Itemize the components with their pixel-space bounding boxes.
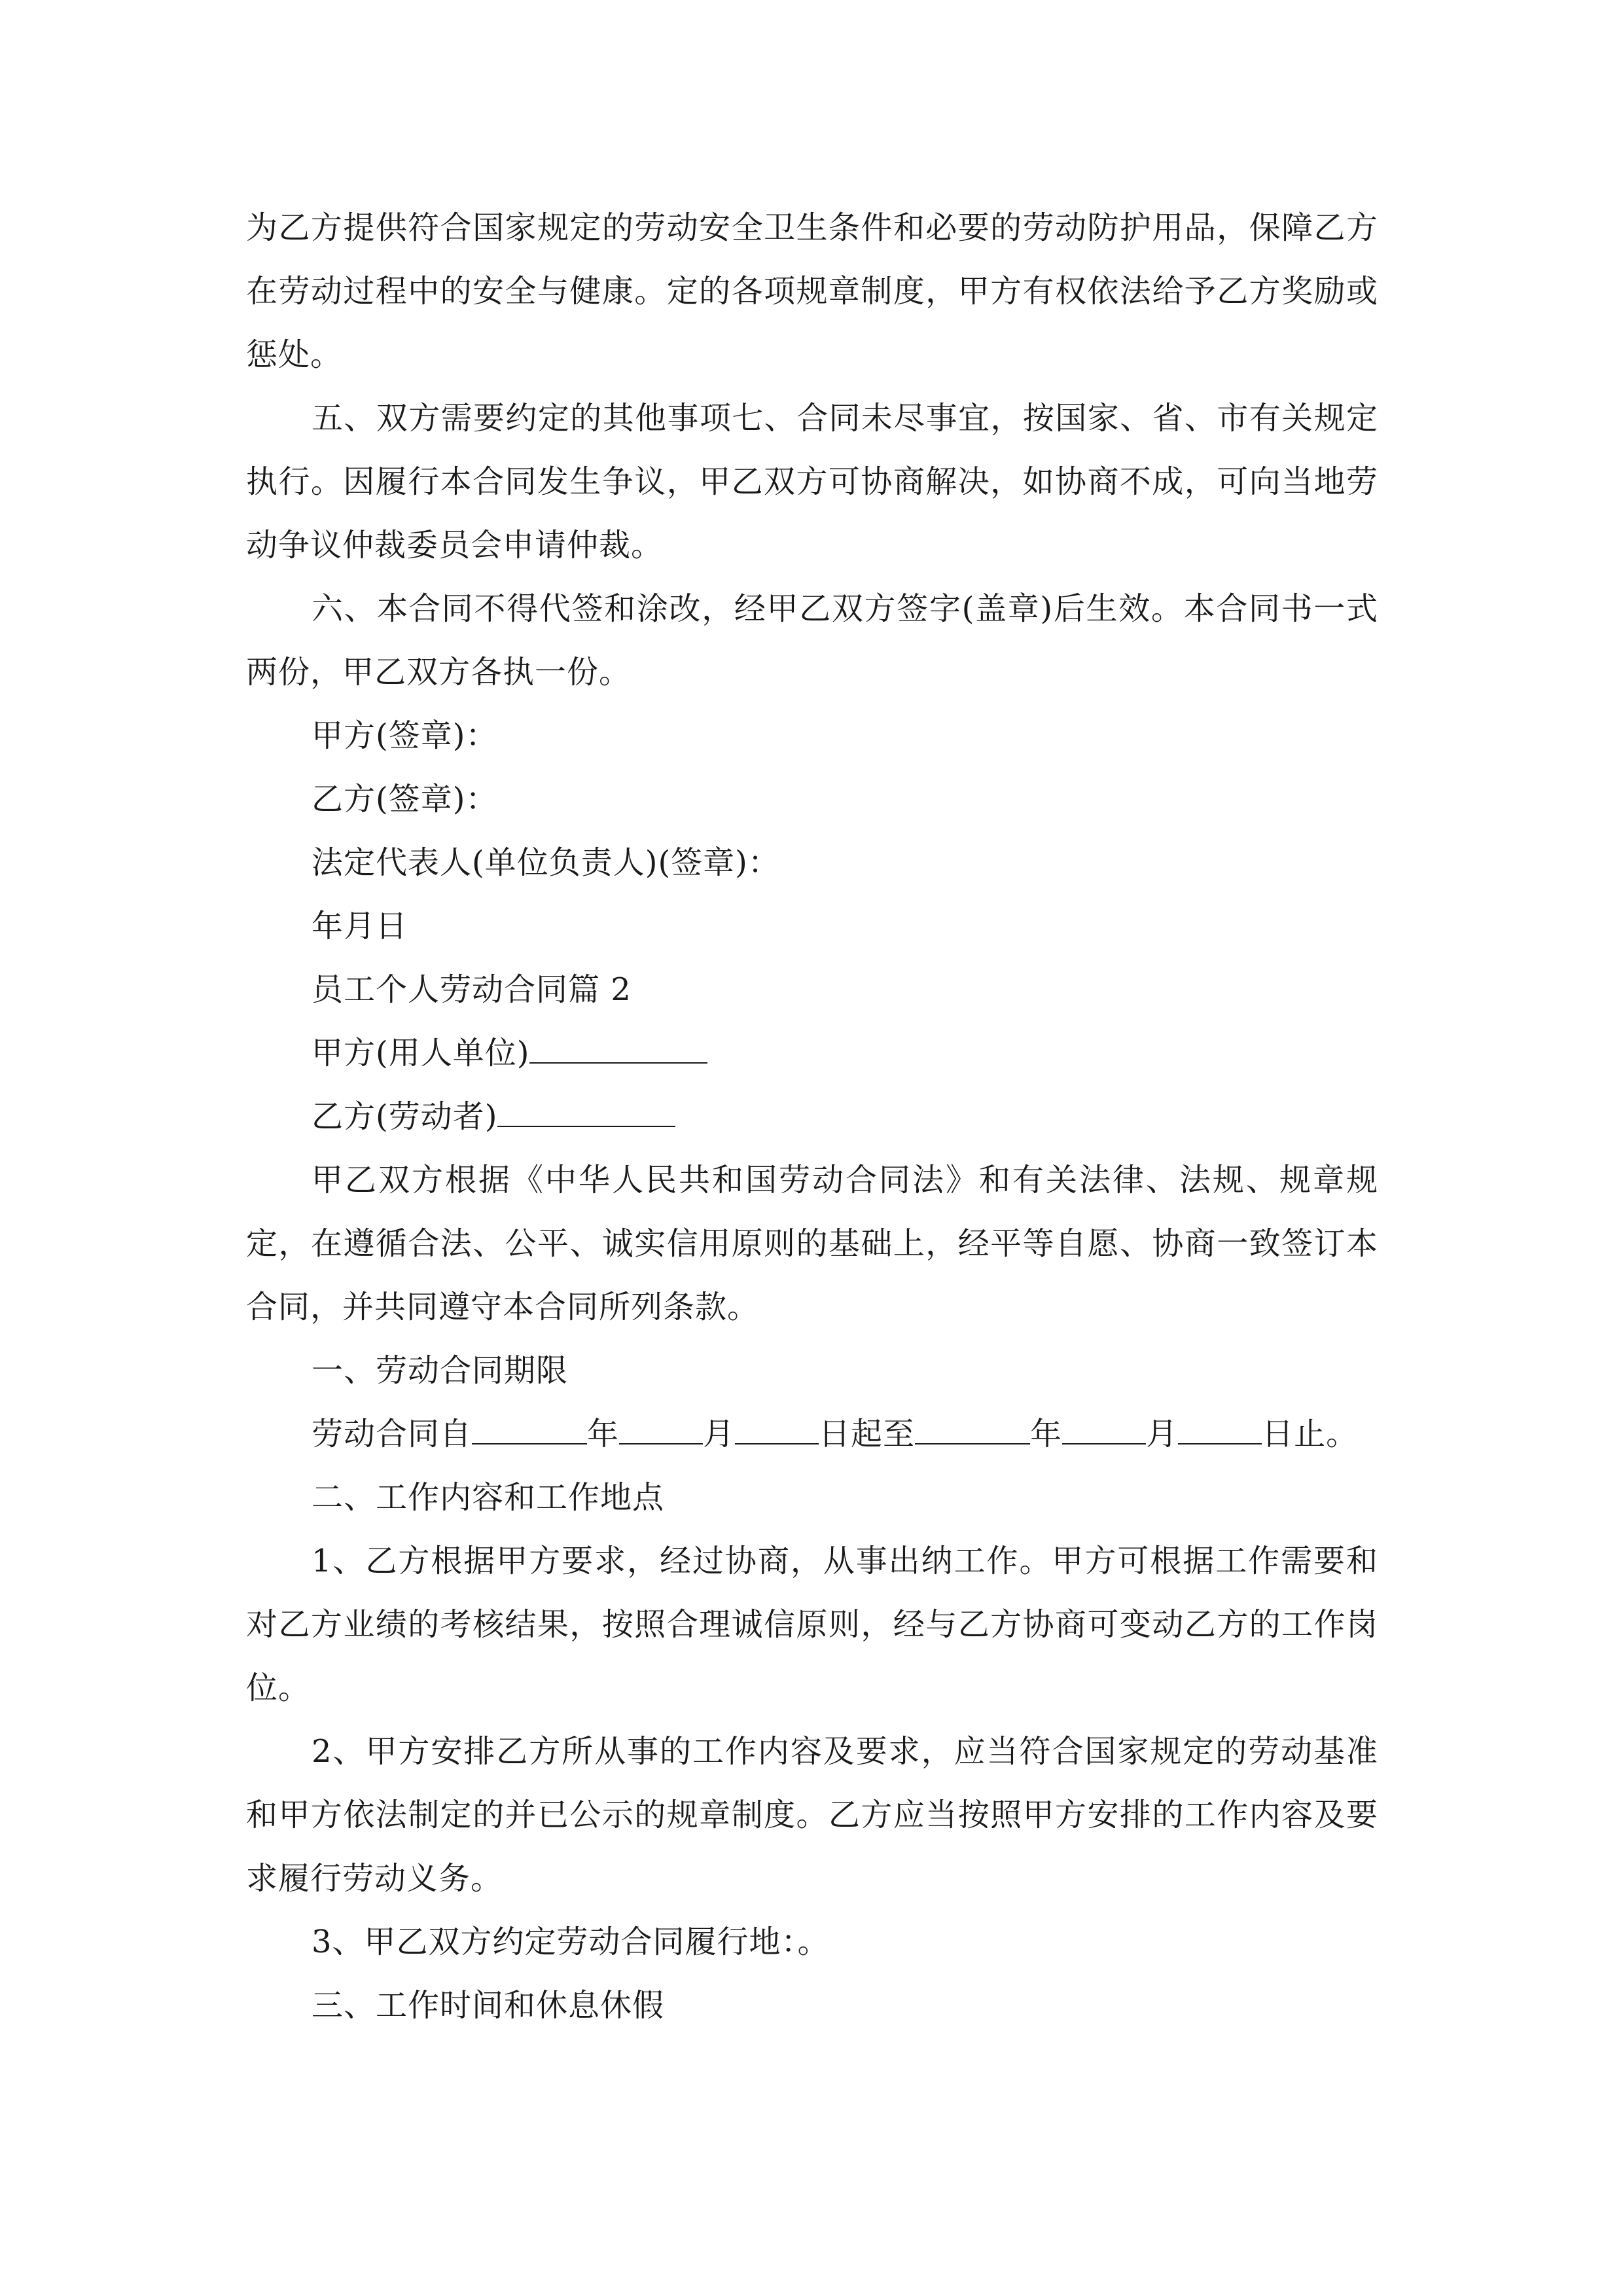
term-month-2: 月	[1146, 1416, 1179, 1452]
end-year-blank[interactable]	[915, 1409, 1030, 1444]
document-body	[246, 196, 1378, 2037]
clause-1: 1、乙方根据甲方要求，经过协商，从事出纳工作。甲方可根据工作需要和对乙方业绩的考核结果，按照合理诚信原则，经与乙方协商可变动乙方的工作岗位。	[246, 1543, 1378, 1706]
signature-party-a: 甲方(签章)：	[312, 717, 498, 754]
term-day-1: 日起至	[819, 1416, 916, 1452]
term-year-1: 年	[587, 1416, 620, 1452]
heading-work-hours: 三、工作时间和休息休假	[312, 1987, 665, 2024]
section-title: 员工个人劳动合同篇 2	[312, 971, 632, 1008]
party-b-label: 乙方(劳动者)	[312, 1098, 498, 1135]
term-prefix: 劳动合同自	[312, 1416, 473, 1452]
paragraph-other-matters: 五、双方需要约定的其他事项七、合同未尽事宜，按国家、省、市有关规定执行。因履行本合同发生争议，甲乙双方可协商解决，如协商不成，可向当地劳动争议仲裁委员会申请仲裁。	[246, 400, 1378, 564]
party-b-line	[246, 1085, 1378, 1149]
term-month-1: 月	[703, 1416, 736, 1452]
heading-contract-term: 一、劳动合同期限	[312, 1352, 569, 1389]
end-month-blank[interactable]	[1062, 1409, 1146, 1444]
party-a-blank[interactable]	[529, 1028, 707, 1064]
signature-legal-rep: 法定代表人(单位负责人)(签章)：	[312, 844, 780, 881]
start-month-blank[interactable]	[619, 1409, 703, 1444]
start-year-blank[interactable]	[472, 1409, 587, 1444]
end-day-blank[interactable]	[1178, 1409, 1262, 1444]
signature-party-b: 乙方(签章)：	[312, 781, 498, 817]
clause-2: 2、甲方安排乙方所从事的工作内容及要求，应当符合国家规定的劳动基准和甲方依法制定的并已公示的规章制度。乙方应当按照甲方安排的工作内容及要求履行劳动义务。	[246, 1733, 1378, 1897]
paragraph-intro: 甲乙双方根据《中华人民共和国劳动合同法》和有关法律、法规、规章规定，在遵循合法、公平、诚实信用原则的基础上，经平等自愿、协商一致签订本合同，并共同遵守本合同所列条款。	[246, 1162, 1378, 1325]
party-a-line	[246, 1022, 1378, 1085]
party-b-blank[interactable]	[497, 1092, 675, 1127]
signature-date: 年月日	[312, 908, 408, 944]
heading-work-content: 二、工作内容和工作地点	[312, 1479, 665, 1516]
term-day-2: 日止。	[1262, 1416, 1359, 1452]
contract-term-line	[246, 1403, 1378, 1466]
clause-3: 3、甲乙双方约定劳动合同履行地：。	[312, 1924, 830, 1960]
paragraph-safety-conditions: 为乙方提供符合国家规定的劳动安全卫生条件和必要的劳动防护用品，保障乙方在劳动过程中的安全与健康。定的各项规章制度，甲方有权依法给予乙方奖励或惩处。	[246, 209, 1378, 373]
term-year-2: 年	[1030, 1416, 1063, 1452]
party-a-label: 甲方(用人单位)	[312, 1035, 530, 1071]
start-day-blank[interactable]	[735, 1409, 819, 1444]
paragraph-effectiveness: 六、本合同不得代签和涂改，经甲乙双方签字(盖章)后生效。本合同书一式两份，甲乙双方各执一份。	[246, 590, 1378, 691]
